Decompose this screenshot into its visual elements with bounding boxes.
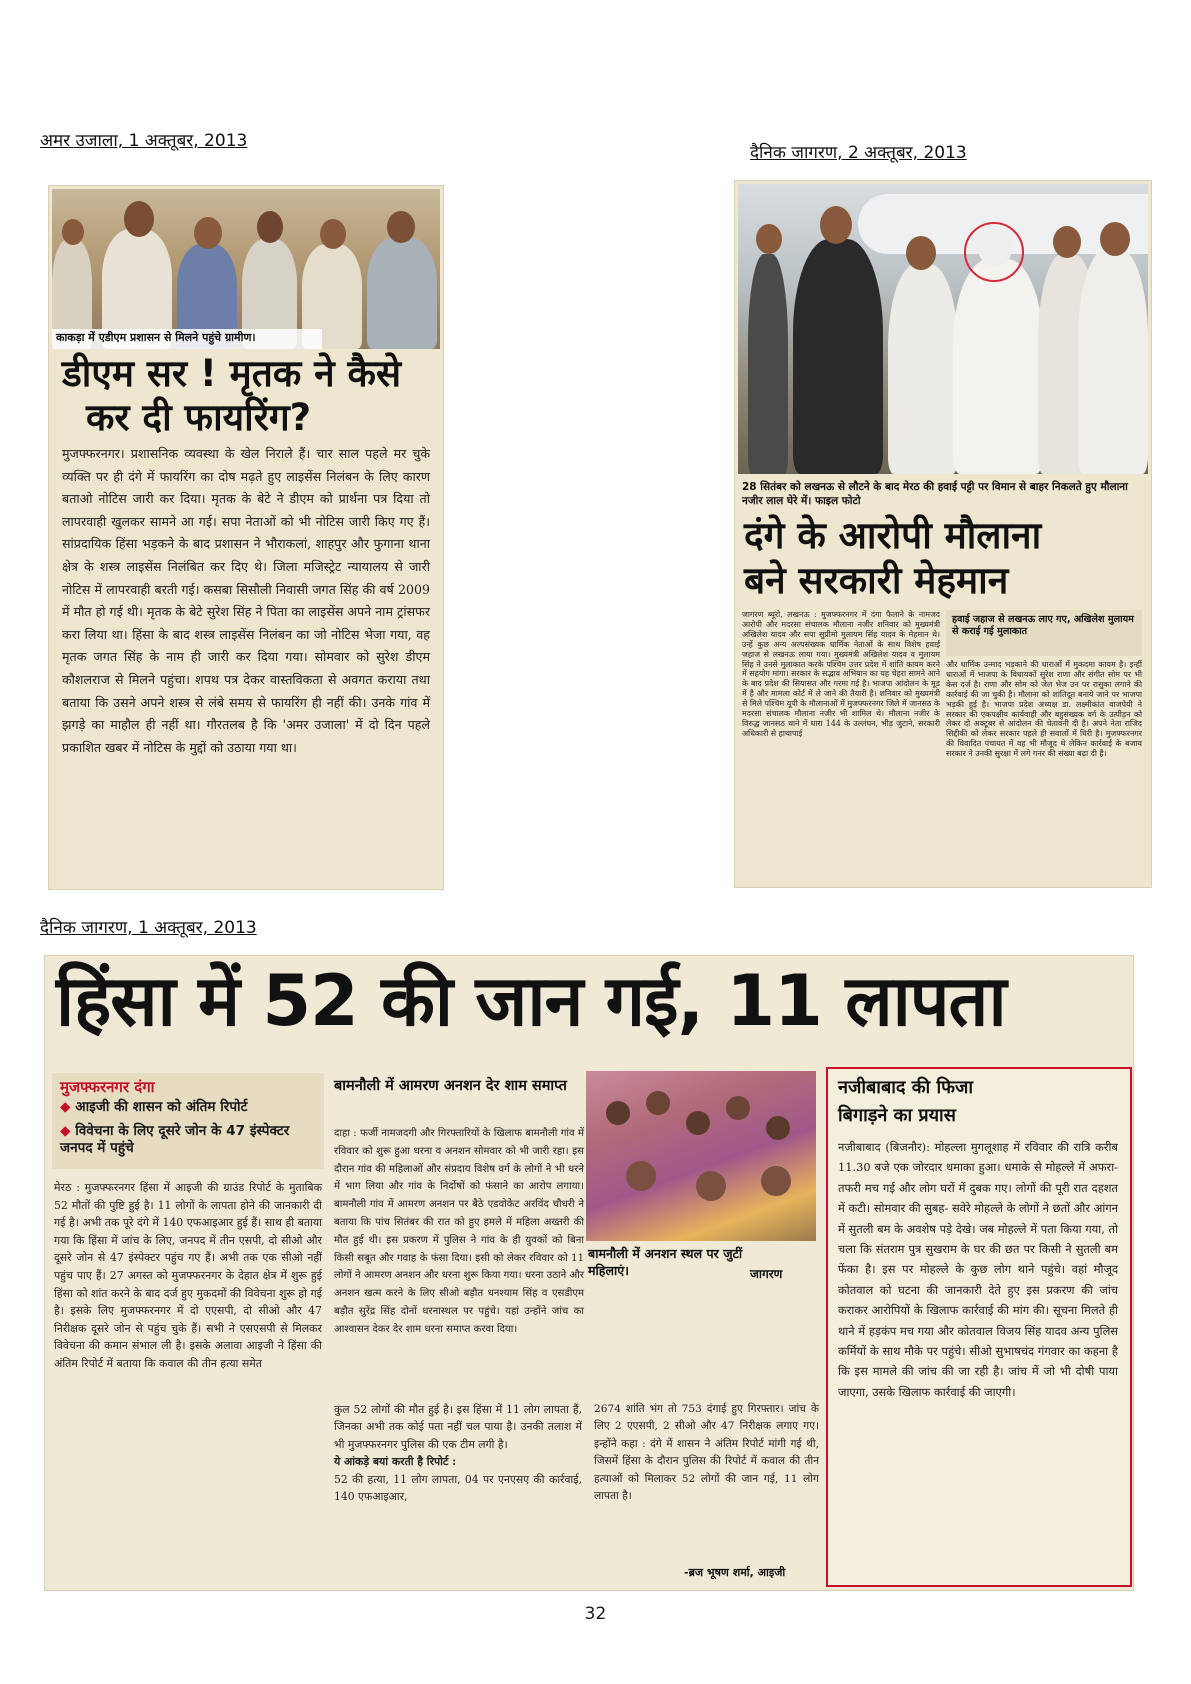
label-jagran-oct2: दैनिक जागरण, 2 अक्तूबर, 2013	[750, 143, 967, 163]
clip3-col3: 2674 शांति भंग तो 753 दंगाई हुए गिरफ्तार। जांच के लिए 2 एएसपी, 2 सीओ और 47 निरीक्षक लगाए गए। इन्होंने कहा : दंगे में शासन ने अंतिम रिपोर्ट मांगी गई थी, जिसमें हिंसा के दौरान पुलिस की रिपोर्ट में कवाल की तीन हत्याओं को मिलाकर 52 लोगों की जान गई, 11 लोग लापता है।	[594, 1403, 819, 1503]
clip3-bullet1	[60, 1099, 322, 1116]
clip-jagran-violence	[44, 955, 1134, 1591]
clip2-col2: और धार्मिक उन्माद भड़काने की धाराओं में मुकदमा कायम है। इन्हीं धाराओं में भाजपा के विधायकों सुरेश राणा और संगीत सोम पर भी केस दर्ज है। राणा और सोम को जेल भेज उन पर रासुका लगाने की कार्रवाई की जा चुकी है। मौलाना को शांतिदूत बनाये जाने पर भाजपा भड़की हुई है। भाजपा प्रदेश अध्यक्ष डा. लक्ष्मीकांत वाजपेयी ने सरकार की एकपक्षीय कार्यवाही और बहुसंख्यक वर्ग के उत्पीड़न को लेकर दो अक्टूबर से आंदोलन की चेतावनी दी है। अपने नेता राजिद सिद्दीकी को लेकर सरकार पहले ही सवालों में घिरी है। मुजफ्फरनगर की विवादित पंचायत में वह भी मौजूद थे लेकिन कार्रवाई के बजाय सरकार ने उनकी सुरक्षा में लगे गनर की संख्या बढ़ा दी है।	[946, 660, 1142, 759]
clip3-col2-sub: ये आंकड़े बयां करती है रिपोर्ट :	[334, 1455, 457, 1469]
clip3-bullet1-text: आइजी की शासन को अंतिम रिपोर्ट	[75, 1099, 248, 1115]
clip1-photo	[52, 189, 440, 349]
clip-jagran-maulana	[734, 180, 1152, 888]
clip3-mid-body: दाहा : फर्जी नामजदगी और गिरफ्तारियों के खिलाफ बामनौली गांव में रविवार को शुरू हुआ धरना व अनशन सोमवार को भी जारी रहा। इस दौरान गांव की महिलाओं और संप्रदाय विशेष वर्ग के लोगों ने भी धरने में भाग लिया और गांव के निर्दोषों को फंसाने का आरोप लगाया। बामनौली गांव में आमरण अनशन पर बैठे एडवोकेट अरविंद चौधरी ने बताया कि पांच सितंबर की रात को हुए हमले में महिला अख्तरी की मौत हुई थी। इस प्रकरण में पुलिस ने गांव के ही युवकों को बिना किसी सबूत और गवाह के फंसा दिया। इसी को लेकर रविवार को 11 लोगों ने आमरण अनशन और धरना शुरू किया गया। धरना उठाने और अनशन खत्म करने के लिए सीओ बड़ौत धनश्याम सिंह व एसडीएम बड़ौत सुरेंद्र सिंह दोनों धरनास्थल पर पहुंचे। यहां उन्होंने जांच का आश्वासन देकर देर शाम धरना समाप्त करवा दिया।	[334, 1128, 584, 1335]
clip2-photo	[738, 184, 1148, 474]
clip3-photo-caption: बामनौली में अनशन स्थल पर जुटीं महिलाएं।	[588, 1246, 743, 1278]
clip2-col1: जागरण ब्यूरो, लखनऊ : मुजफ्फरनगर में दंगा फैलाने के नामजद आरोपी और मदरसा संचालक मौलाना नजीर शनिवार को मुख्यमंत्री अखिलेश यादव और सपा सुप्रीमो मुलायम सिंह यादव के मेहमान थे। उन्हें कुछ अन्य अल्पसंख्यक धार्मिक नेताओं के साथ विशेष हवाई जहाज से लखनऊ लाया गया। मुख्यमंत्री अखिलेश यादव व मुलायम सिंह ने उनसे मुलाकात करके पश्चिम उत्तर प्रदेश में शांति कायम करने में सहयोग मांगा। सरकार के सद्भाव अभियान का यह चेहरा सामने आने के बाद प्रदेश की सियासत और गरमा गई है। भाजपा आंदोलन के मूड में है और मामला कोर्ट में ले जाने की तैयारी है। शनिवार को मुख्यमंत्री से मिले पश्चिम यूपी के मौलानाओं में मुजफ्फरनगर जिले में जानसठ के मदरसा संचालक मौलाना नजीर भी शामिल थे। मौलाना नजीर के विरुद्ध जानसठ थाने में धारा 144 के उल्लंघन, भीड़ जुटाने, सरकारी अधिकारी से हाथापाई	[742, 610, 940, 738]
bullet-icon: ◆	[60, 1099, 71, 1115]
clip2-caption: 28 सितंबर को लखनऊ से लौटने के बाद मेरठ की हवाई पट्टी पर विमान से बाहर निकलते हुए मौलाना नजीर लाल घेरे में। फाइल फोटो	[742, 481, 1128, 507]
clip3-bullet2-text: विवेचना के लिए दूसरे जोन के 47 इंस्पेक्टर जनपद में पहुंचे	[60, 1123, 290, 1156]
clip3-bullet-box	[52, 1073, 324, 1169]
label-jagran-oct1: दैनिक जागरण, 1 अक्तूबर, 2013	[40, 918, 257, 938]
clip3-side-body: नजीबाबाद (बिजनौर): मोहल्ला मुगलूशाह में रविवार की रात्रि करीब 11.30 बजे एक जोरदार धमाका हुआ। धमाके से मोहल्ले में अफरा-तफरी मच गई और लोग घरों में दुबक गए। लोगों की पूरी रात दहशत में कटी। सोमवार की सुबह- सवेरे मोहल्ले के लोगों ने छतों और आंगन में सुतली बम के अवशेष पड़े देखे। जब मोहल्ले में पता किया गया, तो चला कि संतराम पुत्र सुखराम के घर की छत पर किसी ने सुतली बम फेंका है। इस पर मोहल्ले के कुछ लोग थाने पहुंचे। वहां मौजूद कोतवाल को घटना की जानकारी देते हुए इस प्रकरण की जांच कराकर आरोपियों के खिलाफ कार्रवाई की मांग की। सूचना मिलते ही थाने में हड़कंप मच गया और कोतवाल विजय सिंह यादव अन्य पुलिस कर्मियों के साथ मौके पर पहुंचे। सीओ सुभाषचंद गंगवार का कहना है कि इस मामले की जांच की जा रही है। जांच में जो भी दोषी पाया जाएगा, उसके खिलाफ कार्रवाई की जाएगी।	[838, 1140, 1118, 1399]
clip3-col1: मेरठ : मुजफ्फरनगर हिंसा में आइजी की ग्राउंड रिपोर्ट के मुताबिक 52 मौतों की पुष्टि हुई है। 11 लोगों के लापता होने की जानकारी दी गई है। अभी तक पूरे दंगे में 140 एफआइआर हुई हैं। साथ ही बताया गया कि हिंसा में जांच के लिए, जनपद में तीन एसपी, दो सीओ और दूसरे जोन से 47 इंस्पेक्टर पहुंच गए हैं। अभी तक एक सीओ नहीं पहुंच पाए हैं। 27 अगस्त को मुजफ्फरनगर के देहात क्षेत्र में शुरू हुई हिंसा को शांत करने के बाद दर्ज हुए मुकदमों की विवेचना शुरू हो गई है। इसके लिए मुजफ्फरनगर में दो एएसपी, दो सीओ और 47 निरीक्षक दूसरे जोन से पहुंच चुके हैं। सभी ने एसएसपी से मिलकर विवेचना की कमान संभाल ली है। इसके अलावा आइजी ने हिंसा की अंतिम रिपोर्ट में बताया कि कवाल की तीन हत्या समेत	[54, 1181, 322, 1370]
clip3-col2-tail: 52 की हत्या, 11 लोग लापता, 04 पर एनएसए की कार्रवाई, 140 एफआइआर,	[334, 1472, 582, 1504]
page-number: 32	[584, 1604, 607, 1624]
clip3-headline: हिंसा में 52 की जान गई, 11 लापता	[56, 960, 1006, 1042]
label-amar-ujala: अमर उजाला, 1 अक्तूबर, 2013	[40, 131, 248, 151]
clip2-headline-line2: बने सरकारी मेहमान	[744, 559, 1009, 602]
clip3-side-box	[826, 1067, 1132, 1587]
clip2-sidebar-title: हवाई जहाज से लखनऊ लाए गए, अखिलेश मुलायम से कराई गई मुलाकात	[952, 614, 1134, 638]
clip3-bullet2	[60, 1123, 322, 1157]
bullet-icon: ◆	[60, 1123, 71, 1139]
clip2-sidebar-box	[946, 610, 1142, 656]
clip3-side-title-line2: बिगाड़ने का प्रयास	[838, 1105, 956, 1126]
clip3-section-tag: मुजफ्फरनगर दंगा	[60, 1078, 155, 1096]
clip3-mid-title: बामनौली में आमरण अनशन देर शाम समाप्त	[334, 1078, 567, 1094]
clip1-body: मुजफ्फरनगर। प्रशासनिक व्यवस्था के खेल निराले हैं। चार साल पहले मर चुके व्यक्ति पर ही दंगे में फायरिंग का दोष मढ़ते हुए लाइसेंस निलंबन के लिए कारण बताओ नोटिस जारी कर दिया। मृतक के बेटे ने डीएम को प्रार्थना पत्र दिया तो लापरवाही खुलकर सामने आ गई। सपा नेताओं को भी नोटिस जारी किए गए हैं। सांप्रदायिक हिंसा भड़कने के बाद प्रशासन ने भौराकलां, शाहपुर और फुगाना थाना क्षेत्र के शस्त्र लाइसेंस निलंबित कर दिए थे। जिला मजिस्ट्रेट न्यायालय से जारी नोटिस में लापरवाही बरती गई। कसबा सिसौली निवासी जगत सिंह की वर्ष 2009 में मौत हो गई थी। मृतक के बेटे सुरेश सिंह ने पिता का लाइसेंस अपने नाम ट्रांसफर करा लिया था। हिंसा के बाद शस्त्र लाइसेंस निलंबन का जो नोटिस भेजा गया, वह मृतक जगत सिंह के नाम ही जारी कर दिया गया। सोमवार को सुरेश डीएम कौशलराज से मिलने पहुंचा। शपथ पत्र देकर वास्तविकता से अवगत कराया तथा बताया कि उसने अपने शस्त्र से लंबे समय से फायरिंग ही नहीं की। उनके गांव में झगड़े का माहौल ही नहीं था। गौरतलब है कि 'अमर उजाला' में दो दिन पहले प्रकाशित खबर में नोटिस के मुद्दों को उठाया गया था।	[62, 446, 430, 755]
clip3-byline: -ब्रज भूषण शर्मा, आइजी	[684, 1566, 786, 1579]
clip3-side-title-line1: नजीबाबाद की फिजा	[838, 1077, 974, 1098]
clip3-col2-text: कुल 52 लोगों की मौत हुई है। इस हिंसा में 11 लोग लापता हैं, जिनका अभी तक कोई पता नहीं चल पाया है। उनकी तलाश में भी मुजफ्फरनगर पुलिस की एक टीम लगी है।	[334, 1403, 582, 1451]
clip1-headline-line2: कर दी फायरिंग?	[86, 396, 312, 439]
clip1-caption: काकड़ा में एडीएम प्रशासन से मिलने पहुंचे ग्रामीण।	[56, 331, 256, 344]
clip3-col2	[334, 1401, 582, 1505]
clip-amar-ujala	[48, 185, 444, 890]
clip1-headline-line1: डीएम सर ! मृतक ने कैसे	[62, 352, 401, 395]
clip3-photo-credit: जागरण	[750, 1267, 783, 1281]
clip2-headline-line1: दंगे के आरोपी मौलाना	[744, 514, 1042, 557]
clip3-photo	[586, 1071, 816, 1241]
